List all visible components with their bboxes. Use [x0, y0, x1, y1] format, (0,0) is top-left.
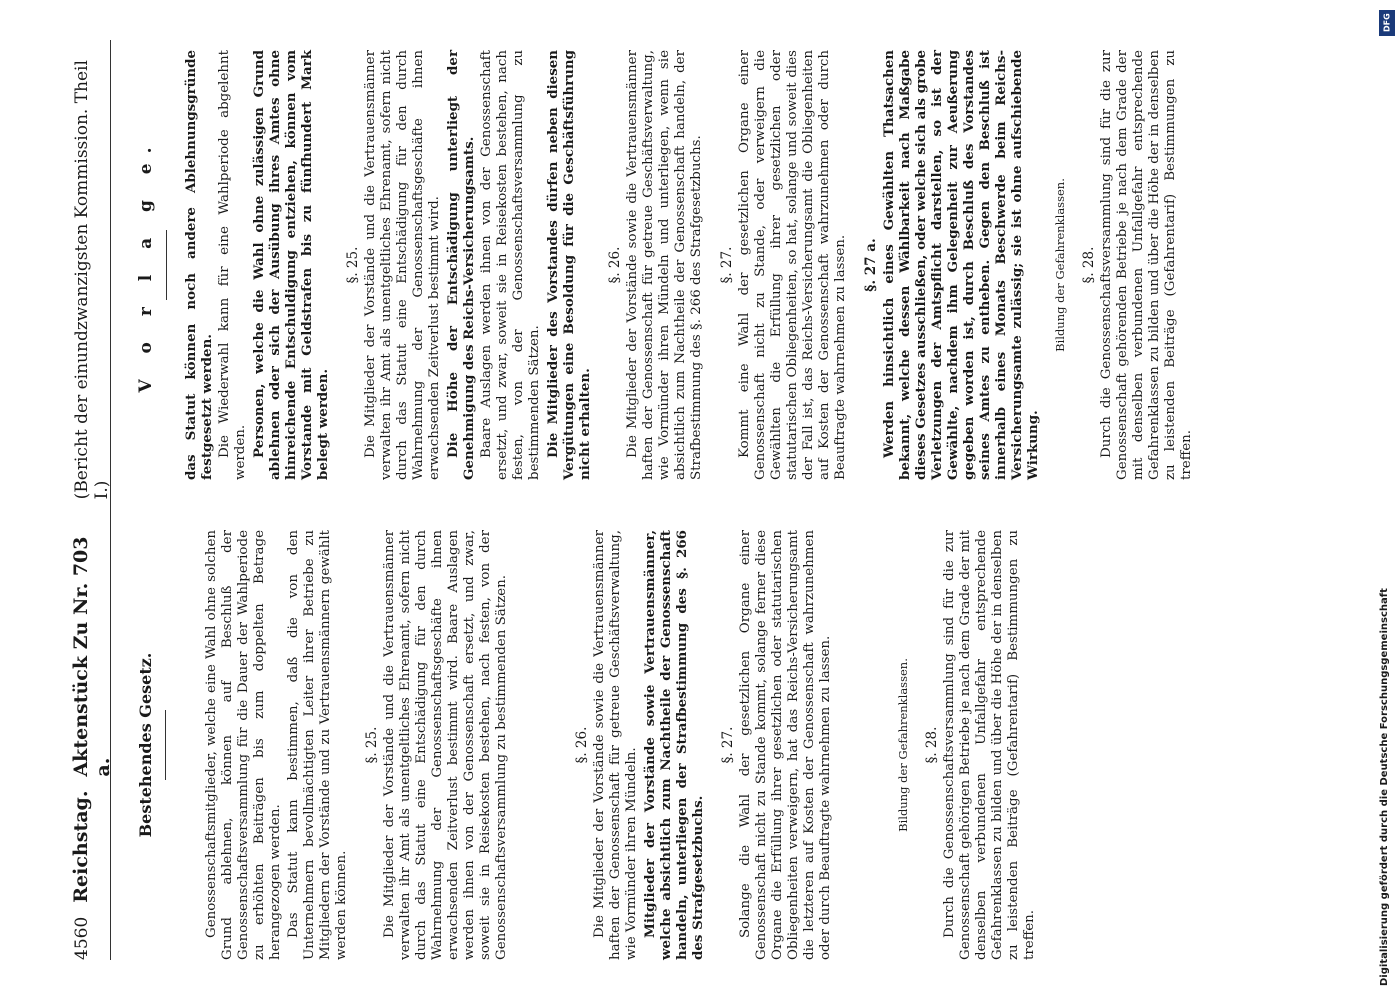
- subheading: Bildung der Gefahrenklassen.: [1053, 178, 1067, 352]
- paragraph: Solange die Wahl der gesetzlichen Organe einer Genossenschaft nicht zu Stande kommt, solange ferner diese Organe die Erfüllung ihrer gesetzlichen oder statutarischen Obliegenheiten verweigern, hat das Reichs-Versicherungsamt die letzteren auf Kosten der Genossenschaft wahrzunehmen oder durch Beauftragte wahrnehmen zu lassen.: [738, 530, 833, 960]
- column-title-proposal: V o r l a g e.: [136, 137, 156, 393]
- section-heading: §. 25.: [364, 726, 380, 764]
- section-heading: §. 27.: [719, 246, 735, 284]
- paragraph: Genossenschaftsmitglieder, welche eine Wahl ohne solchen Grund ablehnen, können auf Beschluß der Genossenschaftsversammlung für die Dauer der Wahlperiode zu erhöhten Beiträgen bis zum doppelten Betrage herangezogen werden.: [204, 530, 283, 960]
- section-heading: §. 28.: [924, 726, 940, 764]
- paragraph: Die Mitglieder der Vorstände sowie die Vertrauensmänner haften der Genossenschaft für getreue Geschäftsverwaltung, wie Vormünder ihren Mündeln und unterliegen, wenn sie absichtlich zum Nachtheile der Genossenschaft handeln, der Strafbestimmung des §. 266 des Strafgesetzbuchs.: [625, 50, 704, 480]
- paragraph: Kommt eine Wahl der gesetzlichen Organe einer Genossenschaft nicht zu Stande, oder verweigern die Gewählten die Erfüllung ihrer gesetzlichen oder statutarischen Obliegenheiten, so hat, solange und soweit dies der Fall ist, das Reichs-Versicherungsamt die Obliegenheiten auf Kosten der Genossenschaft wahrzunehmen oder durch Beauftragte wahrnehmen zu lassen.: [737, 50, 848, 480]
- paragraph: Die Mitglieder der Vorstände und die Vertrauensmänner verwalten ihr Amt als unentgeltliches Ehrenamt, sofern nicht durch das Statut eine Entschädigung für den durch Wahrnehmung der Genossenschaftsgeschäfte ihnen erwachsenden Zeitverlust bestimmt wird. Baare Auslagen werden ihnen von der Genossenschaft ersetzt, und zwar, soweit sie in Reisekosten bestehen, nach festen, von der Genossenschaftsversammlung zu bestimmenden Sätzen.: [382, 530, 509, 960]
- subheading: Bildung der Gefahrenklassen.: [896, 658, 910, 832]
- paragraph: Durch die Genossenschaftsversammlung sind für die zur Genossenschaft gehörigen Betriebe je nach dem Grade der mit denselben verbundenen Unfallgefahr entsprechende Gefahrenklassen zu bilden und über die Höhe der in denselben zu leistenden Beiträge (Gefahrentarif) Bestimmungen zu treffen.: [942, 530, 1037, 960]
- title-rule: [165, 710, 166, 780]
- document-reference: Aktenstück Zu Nr. 703 a.: [70, 536, 114, 777]
- paragraph: das Statut können noch andere Ablehnungsgründe festgesetzt werden.: [183, 50, 215, 480]
- paragraph: Das Statut kann bestimmen, daß die von den Unternehmern bevollmächtigten Leiter ihrer Betriebe zu Mitgliedern der Vorstände und zu Vertrauensmännern gewählt werden können.: [286, 530, 349, 960]
- proposal-column: [128, 50, 1197, 480]
- paragraph: Die Mitglieder der Vorstände sowie die Vertrauensmänner haften der Genossenschaft für getreue Geschäftsverwaltung, wie Vormünder ihren Mündeln.: [592, 530, 639, 960]
- paragraph: Mitglieder der Vorstände sowie Vertrauensmänner, welche absichtlich zum Nachtheile der Genossenschaft handeln, unterliegen der Strafbestimmung des §. 266 des Strafgesetzbuchs.: [642, 530, 706, 960]
- dfg-logo: DFG: [1379, 10, 1395, 36]
- page-number: 4560: [72, 916, 92, 960]
- paragraph: Die Mitglieder der Vorstände und die Vertrauensmänner verwalten ihr Amt als unentgeltliches Ehrenamt, sofern nicht durch das Statut eine Entschädigung für den durch Wahrnehmung der Genossenschaftsgeschäfte ihnen erwachsenden Zeitverlust bestimmt wird.: [363, 50, 442, 480]
- section-heading: §. 26.: [574, 726, 590, 764]
- paragraph: Durch die Genossenschaftsversammlung sind für die zur Genossenschaft gehörenden Betriebe je nach dem Grade der mit denselben verbundenen Unfallgefahr entsprechende Gefahrenklassen zu bilden und über die Höhe der in denselben zu leistenden Beiträge (Gefahrentarif) Bestimmungen zu treffen.: [1099, 50, 1194, 480]
- paragraph: Werden hinsichtlich eines Gewählten Thatsachen bekannt, welche dessen Wählbarkeit nach Maßgabe dieses Gesetzes ausschließen, oder welche sich als grobe Verletzungen der Amtspflicht darstellen, so ist der Gewählte, nachdem ihm Gelegenheit zur Aeußerung gegeben worden ist, durch Beschluß des Vorstandes seines Amtes zu entheben. Gegen den Beschluß ist innerhalb eines Monats Beschwerde beim Reichs-Versicherungsamte zulässig; sie ist ohne aufschiebende Wirkung.: [881, 50, 1041, 480]
- report-title: (Bericht der einundzwanzigsten Kommission. Theil I.): [72, 60, 112, 500]
- column-title-existing-law: Bestehendes Gesetz.: [136, 652, 155, 838]
- paragraph: Personen, welche die Wahl ohne zulässigen Grund ablehnen oder sich der Ausübung ihres Amtes ohne hinreichende Entschuldigung entziehen, können vom Vorstande mit Geldstrafen bis zu fünfhundert Mark belegt werden.: [251, 50, 331, 480]
- digitization-note: Digitalisierung gefördert durch die Deutsche Forschungsgemeinschaft: [1379, 588, 1390, 986]
- paragraph: Die Wiederwahl kann für eine Wahlperiode abgelehnt werden.: [217, 50, 248, 480]
- paragraph: Die Höhe der Entschädigung unterliegt der Genehmigung des Reichs-Versicherungsamts.: [445, 50, 477, 480]
- existing-law-column: [128, 530, 1040, 960]
- digitization-sidebar: [1377, 6, 1397, 996]
- publication-name: Reichstag.: [70, 790, 92, 903]
- section-heading: §. 28.: [1081, 246, 1097, 284]
- paragraph: Die Mitglieder des Vorstandes dürfen neben diesen Vergütungen eine Besoldung für die Geschäftsführung nicht erhalten.: [545, 50, 593, 480]
- title-rule: [166, 230, 167, 300]
- page-header: [70, 40, 114, 960]
- section-heading: §. 25.: [345, 246, 361, 284]
- paragraph: Baare Auslagen werden ihnen von der Genossenschaft ersetzt, und zwar, soweit sie in Reisekosten bestehen, nach festen, von der Genossenschaftsversammlung zu bestimmenden Sätzen.: [479, 50, 542, 480]
- section-heading: §. 27 a.: [863, 238, 879, 292]
- section-heading: §. 27.: [720, 726, 736, 764]
- section-heading: §. 26.: [607, 246, 623, 284]
